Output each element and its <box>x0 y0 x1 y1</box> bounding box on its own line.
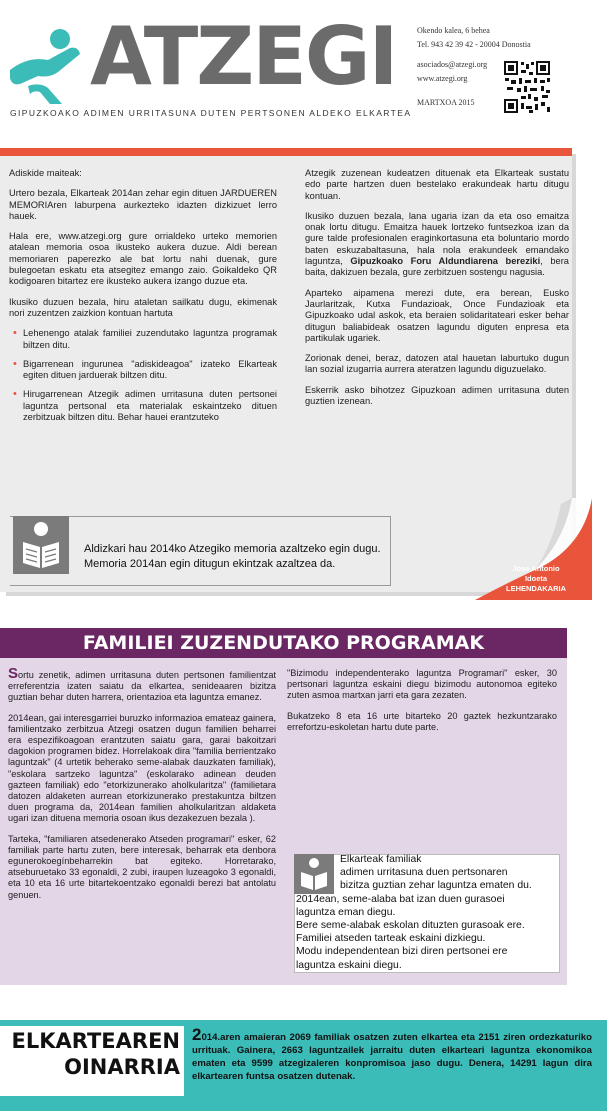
list-item: • Lehenengo atalak familiei zuzendutako laguntza programak biltzen ditu. <box>23 328 277 351</box>
signature <box>486 564 586 594</box>
list-item: • Hirugarrenean Atzegik adimen urritasuna duten pertsonei laguntza pertsonal eta materialak eskaintzeko dituen zerbitzuak biltzen ditu. Behar hauei erantzuteko <box>23 389 277 423</box>
families-paragraph: "Bizimodu independenterako laguntza Programari" esker, 30 pertsonari laguntza eskaini diegu bizimodu autonomoa egiteko zuten asmoa martxan jarri eta gara zezaten. <box>287 668 557 701</box>
summary-line: 2014ean, seme-alaba bat izan duen gurasoei <box>296 893 505 905</box>
summary-line: bizitza guztian zehar laguntza ematen du. <box>340 880 532 892</box>
letter-text: , bera baita, dakizuen bezala, gure zerbitzuen sostengu nagusia. <box>305 256 569 278</box>
contact-address: Okendo kalea, 6 behea <box>417 26 490 35</box>
drop-cap: S <box>8 665 19 682</box>
letter-left-column <box>9 168 277 431</box>
summary-line: Bere seme-alabak eskolan dituzten gurasoak ere. <box>296 920 525 932</box>
base-title-line: ELKARTEAREN <box>11 1029 180 1053</box>
summary-line: Elkarteak familiak <box>340 854 422 865</box>
summary-line: adimen urritasuna duen pertsonaren <box>340 867 508 879</box>
letter-text: Ikusiko duzuen bezala, lana ugaria izan da eta oso emaitza onak lortu ditugu. Emaitza hauek lortzeko funtsezkoa izan da gure talde profesionalen eraginkortasuna eta boluntario mordo baten eskuzabaltasuna, hala nola erakundeek emandako laguntza, <box>305 210 569 267</box>
base-text <box>192 1025 592 1083</box>
reading-person-icon <box>13 516 69 574</box>
base-title <box>4 1028 180 1080</box>
signature-role: LEHENDAKARIA <box>506 584 566 593</box>
letter-greeting: Adiskide maiteak: <box>9 168 82 178</box>
letter-paragraph: Aparteko aipamena merezi dute, era berean, Eusko Jaurlaritzak, Kutxa Fundazioak, Once Fundazioak eta Gipuzkoako udal askok, eta beraien solidaritateari esker behar ditugun baliabideak osatzen lagundu diguten enpresa eta partikulak ugariek. <box>305 287 569 343</box>
note-line: Memoria 2014an egin ditugun ekintzak azaltzea da. <box>84 558 336 570</box>
drop-cap: 2 <box>192 1025 202 1044</box>
panel-accent-bar <box>0 148 572 156</box>
base-paragraph: 014.aren amaieran 2069 familiak osatzen zuten elkartea eta 2151 ziren ordezkaturiko urrituak. Gainera, 2663 laguntzailek jarraitu duten elkarteari laguntza ekonomikoa ematen eta 9599 atzegizaleren konpromisoa jaso dugu. Denera, 14291 lagun dira elkartearen funtsa osatzen dutenak. <box>192 1032 592 1082</box>
logo-wordmark: ATZEGI <box>90 10 397 103</box>
issue-date: MARTXOA 2015 <box>417 98 475 107</box>
list-item: • Bigarrenean ingurunea "adiskideagoa" izateko Elkarteak egiten dituen jarduerak biltzen ditu. <box>23 359 277 382</box>
families-paragraph: Tarteka, "familiaren atsedenerako Atseden programari" esker, 62 familiak parte hartu zuten, bere interesak, beharrak eta denbora egunerokoegínbeharrekin bat egiteko. Horretarako, atseburuetako 33 egonaldi, 2 zubi, iraupen luzeagoko 3 egonaldi, eta 10 eta 16 urte bitartekoentzako egonaldi berezi bat antolatu genuen. <box>8 833 276 900</box>
signature-surname: Idoeta <box>524 574 548 583</box>
signature-name: Jose Antonio <box>512 564 560 573</box>
program-list <box>9 328 277 423</box>
letter-paragraph: Zorionak denei, beraz, datozen atal hauetan laburtuko dugun lan sozial izugarria aurrera ateratzen lagundu diguzuelako. <box>305 353 569 375</box>
letter-paragraph: Ikusiko duzuen bezala, hiru ataletan sailkatu dugu, ekimenak nori zuzentzen zaizkion kontuan hartuta <box>9 296 277 318</box>
note-line: Aldizkari hau 2014ko Atzegiko memoria azaltzeko egin dugu. <box>84 543 381 555</box>
families-paragraph: 2014ean, gai interesgarriei buruzko informazioa emateaz gainera, familientzako zerbitzua Atzegi osatzen dugun familien beharrei era espezifikoagoan erantzuten saiatu gara, garai bakoitzari dagokion programen bidez. Horrelakoak dira "familia berrientzako laguntzak" (4 urtetik beherako seme-alabak dauzkaten familiak), "eskolara sartzeko laguntza" (eskolarako adinean deuden gazteen familiak) edo "etorkizunerako aholkularitza" (familietara datozen aldaketen aurrean etorkizunerako prestakuntza biltzen duen programa da, 2014ean familien aholkularitzan aldaketa ugari izan dituena memoria osoan ikus dezakezuen bezala ). <box>8 712 276 824</box>
letter-right-column <box>305 168 569 416</box>
families-text: ortu zenetik, adimen urritasuna duten pertsonen familientzat erreferentzia izaten saiatu da elkartea, senideaaren bizitza guztian behar duten harrera, orientazioa eta laguntza emanez. <box>8 670 276 703</box>
summary-line: Modu independentean bizi diren pertsonei ere <box>296 946 508 958</box>
contact-phone: Tel. 943 42 39 42 - 20004 Donostia <box>417 40 531 49</box>
summary-line: Familiei atseden tarteak eskaini dizkiegu. <box>296 933 486 945</box>
families-right-column <box>287 668 557 742</box>
letter-paragraph: Atzegik zuzenean kudeatzen dituenak eta Elkarteak sustatu edo parte hartzen duen bestelako erakundeak hartu ditugu kontuan. <box>305 168 569 201</box>
families-title: FAMILIEI ZUZENDUTAKO PROGRAMAK <box>82 632 485 654</box>
families-left-column <box>8 665 276 910</box>
letter-paragraph: Urtero bezala, Elkarteak 2014an zehar egin dituen JARDUEREN MEMORIAren laburpena aurkezteko idazten dizkizuet lerro hauek. <box>9 188 277 221</box>
summary-line: laguntza eman diegu. <box>296 906 396 918</box>
contact-email[interactable]: asociados@atzegi.org <box>417 60 488 69</box>
contact-web[interactable]: www.atzegi.org <box>417 74 468 83</box>
letter-paragraph: Hala ere, www.atzegi.org gure orrialdeko urteko memorien atalean memoria osoa ikusteko aukera duzue. Aldi berean memoriaren paperezko ale bat lortu nahi duenak, gure bulegoetan eskatu eta atsegitez emango zaio. Goikaldeko QR kodigoaren bitartez ere ikusteko aukera izango duzue eta. <box>9 231 277 287</box>
logo-figure-icon <box>8 26 88 106</box>
base-title-line: OINARRIA <box>64 1055 180 1079</box>
tagline: GIPUZKOAKO ADIMEN URRITASUNA DUTEN PERTSONEN ALDEKO ELKARTEA <box>10 108 412 118</box>
note-text <box>84 542 381 572</box>
families-summary-text <box>296 853 558 972</box>
letter-emphasis: Gipuzkoako Foru Aldundiarena bereziki <box>350 256 541 267</box>
letter-paragraph: Eskerrik asko bihotzez Gipuzkoan adimen urritasuna duten guztien izenean. <box>305 384 569 407</box>
letter-paragraph <box>305 211 569 279</box>
summary-line: laguntza eskaini diegu. <box>296 959 402 971</box>
families-paragraph <box>8 665 276 704</box>
families-paragraph: Bukatzeko 8 eta 16 urte bitarteko 20 gaztek hezkuntzarako errefortzu-eskoletan hartu dute parte. <box>287 710 557 732</box>
qr-code-icon[interactable] <box>503 60 551 114</box>
